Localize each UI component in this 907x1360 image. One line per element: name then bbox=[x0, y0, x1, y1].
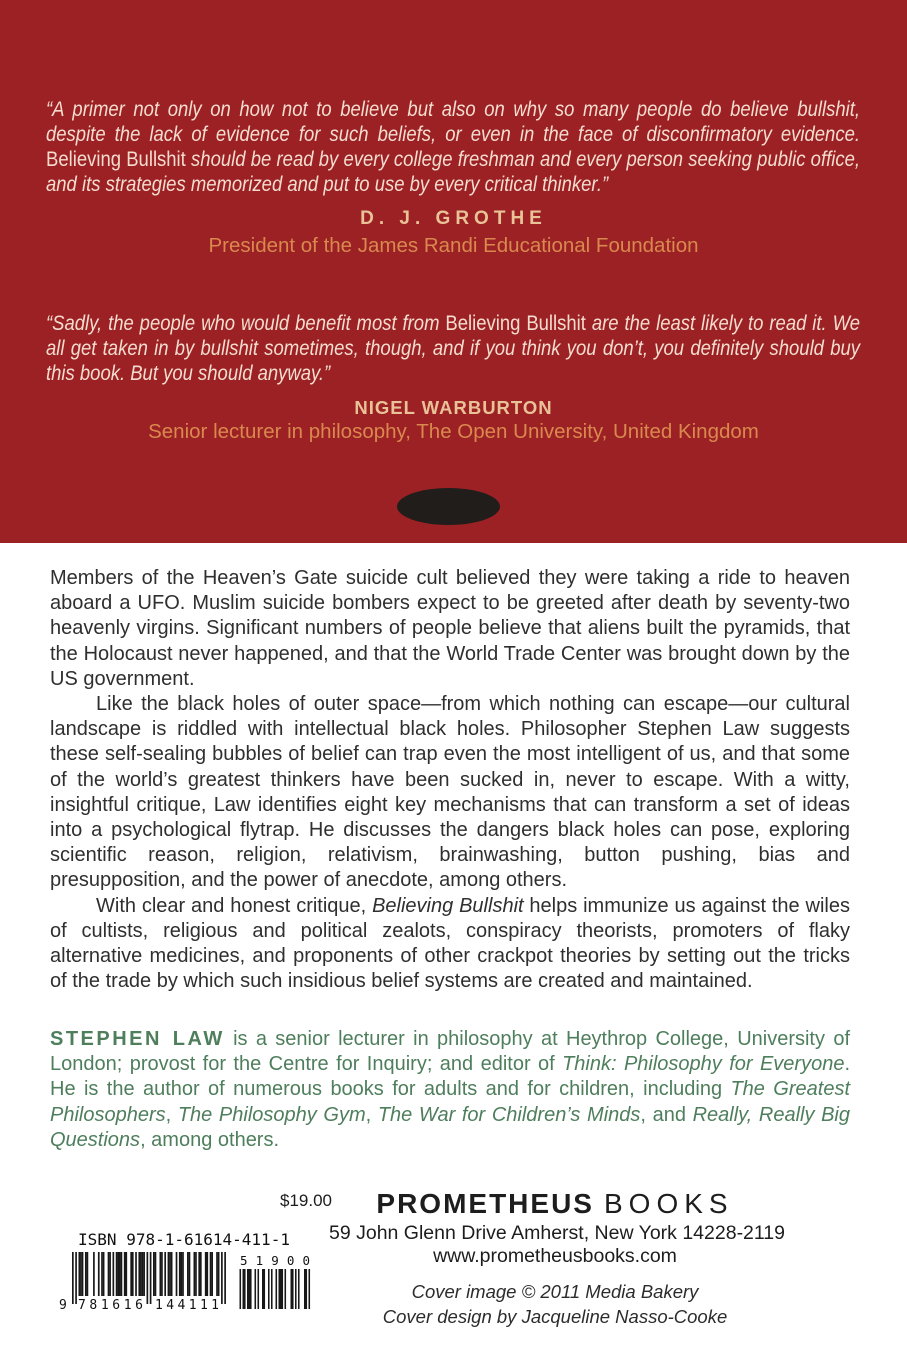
credit-line-1: Cover image © 2011 Media Bakery bbox=[411, 1281, 699, 1302]
svg-text:5 1 9 0 0: 5 1 9 0 0 bbox=[240, 1254, 310, 1268]
review-quote-1: “A primer not only on how not to believe but also on why so many people do believe bullshit, despite the lack of evidence for such beliefs, or even in the face of disconfirmatory evidence. Believing Bullshit should be read by every college freshman and every person seeking public office, and its strategies memorized and put to use by every critical thinker.” bbox=[46, 98, 860, 196]
publisher-block bbox=[329, 1188, 785, 1268]
cover-credits bbox=[329, 1280, 781, 1329]
svg-text:9: 9 bbox=[59, 1298, 67, 1312]
ean13-barcode bbox=[58, 1252, 233, 1312]
publisher-name-light: BOOKS bbox=[603, 1188, 734, 1219]
publisher-address: 59 John Glenn Drive Amherst, New York 14228-2119 bbox=[329, 1222, 785, 1244]
author-bio-text: is a senior lecturer in philosophy at Heythrop College, University of London; provost for the Centre for Inquiry; and editor of Think: Philosophy for Everyone. He is the author of numerous books for adults and for children, including The Greatest Philosophers, The Philosophy Gym, The War for Children’s Minds, and Really, Really Big Questions, among others. bbox=[50, 1028, 851, 1151]
divider-ellipse bbox=[397, 488, 500, 525]
author-name: STEPHEN LAW bbox=[50, 1028, 225, 1050]
reviewer-1-role: President of the James Randi Educational Foundation bbox=[208, 234, 699, 257]
synopsis bbox=[50, 566, 850, 994]
reviewer-2-name: NIGEL WARBURTON bbox=[354, 397, 553, 418]
svg-text:781616: 781616 bbox=[78, 1298, 143, 1312]
review-quote-2: “Sadly, the people who would benefit most from Believing Bullshit are the least likely to read it. We all get taken in by bullshit sometimes, though, and if you think you don’t, you definitely should buy this book. But you should anyway.” bbox=[46, 312, 860, 385]
synopsis-para-1: Members of the Heaven’s Gate suicide cult believed they were taking a ride to heaven aboard a UFO. Muslim suicide bombers expect to be greeted after death by seventy-two heavenly virgins. Significant numbers of people believe that aliens built the pyramids, that the Holocaust never happened, and that the World Trade Center was brought down by the US government. bbox=[50, 567, 850, 690]
barcode-block bbox=[55, 1230, 313, 1340]
reviewer-1-name: D. J. GROTHE bbox=[360, 208, 547, 229]
synopsis-para-2: Like the black holes of outer space—from which nothing can escape—our cultural landscape is riddled with intellectual black holes. Philosopher Stephen Law suggests these self-sealing bubbles of belief can trap even the most intelligent of us, and that some of the world’s greatest thinkers have been sucked in, never to escape. With a witty, insightful critique, Law identifies eight key mechanisms that can transform a set of ideas into a psychological flytrap. He discusses the dangers black holes can pose, exploring scientific reason, religion, relativism, brainwashing, button pushing, bias and presupposition, and the power of anecdote, among others. bbox=[50, 693, 850, 892]
synopsis-para-3: With clear and honest critique, Believing Bullshit helps immunize us against the wiles of cultists, religious and political zealots, conspiracy theorists, promoters of flaky alternative medicines, and proponents of other crackpot theories by setting out the tricks of the trade by which such insidious belief systems are created and maintained. bbox=[50, 894, 850, 993]
publisher-name-bold: PROMETHEUS bbox=[376, 1188, 594, 1219]
credit-line-2: Cover design by Jacqueline Nasso-Cooke bbox=[382, 1305, 728, 1327]
publisher-name bbox=[329, 1189, 781, 1219]
isbn-label: ISBN 978-1-61614-411-1 bbox=[78, 1230, 290, 1249]
publisher-website: www.prometheusbooks.com bbox=[433, 1245, 677, 1267]
author-bio bbox=[50, 1027, 850, 1153]
reviewer-2-role: Senior lecturer in philosophy, The Open University, United Kingdom bbox=[148, 420, 759, 443]
red-review-panel bbox=[0, 0, 907, 543]
svg-text:144111: 144111 bbox=[155, 1298, 219, 1312]
ean5-supplement-barcode bbox=[238, 1254, 316, 1310]
price-label: $19.00 bbox=[280, 1191, 332, 1210]
